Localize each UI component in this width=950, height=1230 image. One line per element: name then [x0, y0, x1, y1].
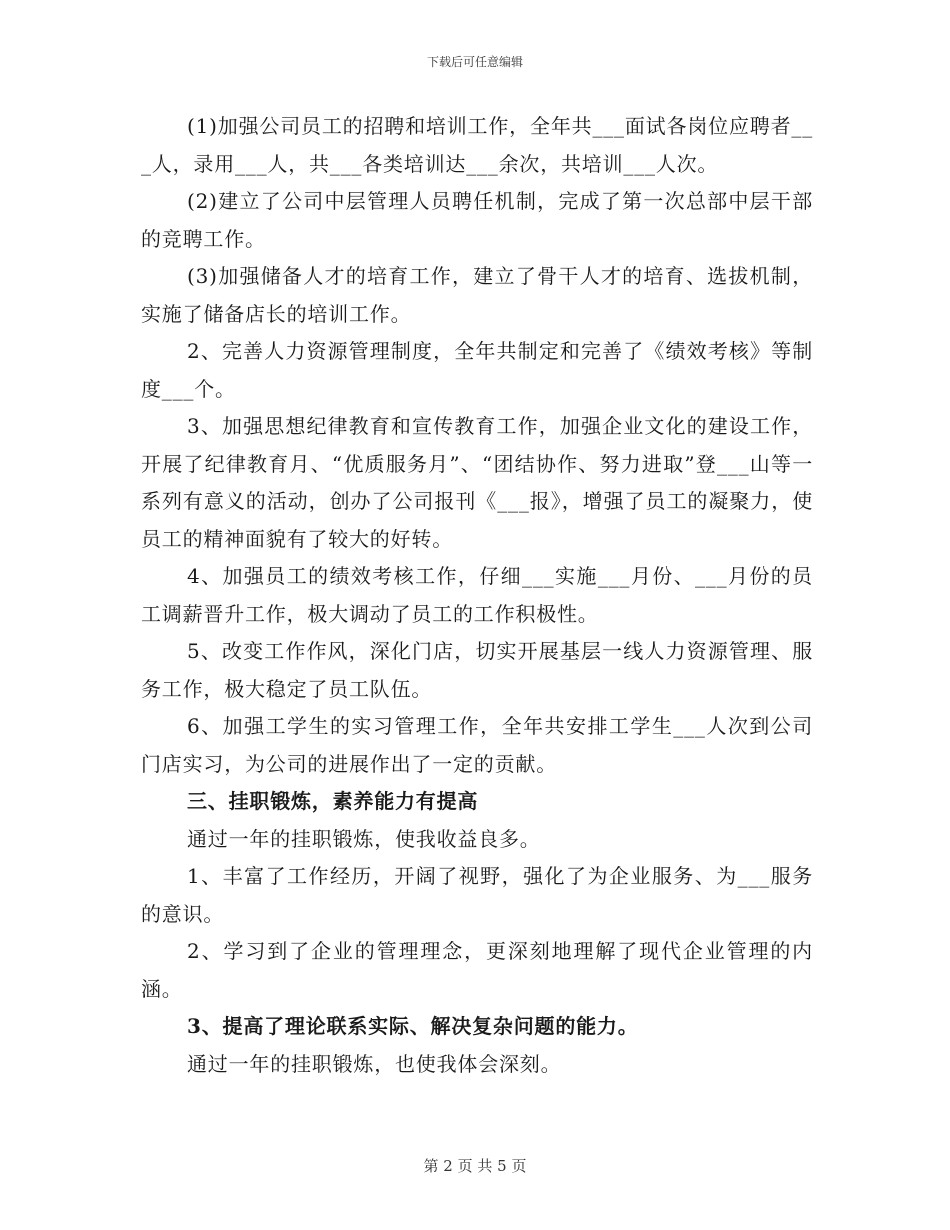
paragraph-section-intro: 通过一年的挂职锻炼，使我收益良多。 — [187, 826, 541, 851]
paragraph-culture-education: 3、加强思想纪律教育和宣传教育工作，加强企业文化的建设工作，开展了纪律教育月、“优质服务月”、“团结协作、努力进取”登___山等一系列有意义的活动，创办了公司报刊《___报》，增强了员工的凝聚力，使员工的精神面貌有了较大的好转。 — [141, 414, 813, 551]
paragraph-management-concept: 2、学习到了企业的管理理念，更深刻地理解了现代企业管理的内涵。 — [141, 939, 813, 1001]
paragraph-work-style: 5、改变工作作风，深化门店，切实开展基层一线人力资源管理、服务工作，极大稳定了员工队伍。 — [141, 639, 813, 701]
paragraph-talent-reserve: (3)加强储备人才的培育工作，建立了骨干人才的培育、选拔机制，实施了储备店长的培训工作。 — [141, 264, 813, 326]
page-header: 下载后可任意编辑 — [426, 55, 523, 69]
paragraph-experience: 1、丰富了工作经历，开阔了视野，强化了为企业服务、为___服务的意识。 — [141, 864, 813, 926]
paragraph-hr-system: 2、完善人力资源管理制度，全年共制定和完善了《绩效考核》等制度___个。 — [141, 339, 813, 401]
paragraph-recruitment-training: (1)加强公司员工的招聘和培训工作，全年共___面试各岗位应聘者___人，录用___人，共___各类培训达___余次，共培训___人次。 — [141, 114, 813, 176]
paragraph-problem-solving: 3、提高了理论联系实际、解决复杂问题的能力。 — [187, 1014, 639, 1038]
section-heading: 三、挂职锻炼，素养能力有提高 — [187, 789, 479, 813]
page-number: 第 2 页 共 5 页 — [423, 1157, 527, 1175]
paragraph-closing: 通过一年的挂职锻炼，也使我体会深刻。 — [187, 1051, 562, 1076]
document-body — [141, 108, 813, 1083]
paragraph-performance-review: 4、加强员工的绩效考核工作，仔细___实施___月份、___月份的员工调薪晋升工作，极大调动了员工的工作积极性。 — [141, 564, 813, 626]
paragraph-internship: 6、加强工学生的实习管理工作，全年共安排工学生___人次到公司门店实习，为公司的进展作出了一定的贡献。 — [141, 714, 813, 776]
paragraph-middle-management: (2)建立了公司中层管理人员聘任机制，完成了第一次总部中层干部的竞聘工作。 — [141, 189, 813, 251]
